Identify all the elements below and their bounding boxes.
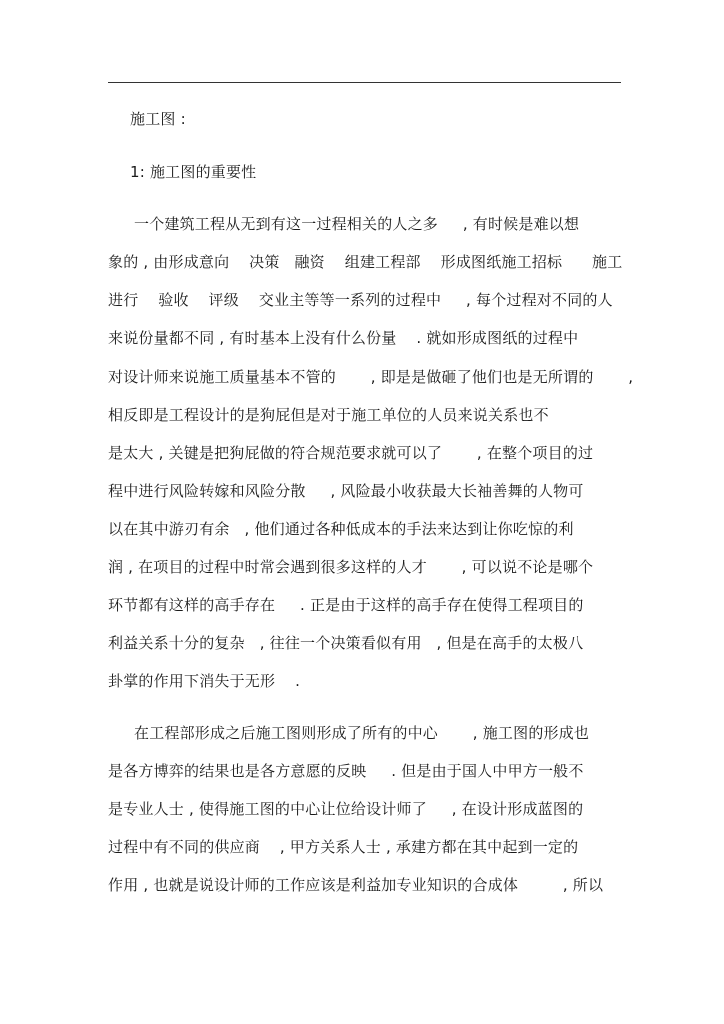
- paragraph2-line: 过程中有不同的供应商 , 甲方关系人士 , 承建方都在其中起到一定的: [108, 838, 579, 856]
- paragraph2-line: 在工程部形成之后施工图则形成了所有的中心 , 施工图的形成也: [134, 724, 590, 742]
- paragraph1-line: 程中进行风险转嫁和风险分散 , 风险最小收获最大长袖善舞的人物可: [108, 482, 584, 500]
- paragraph2-line: 是专业人士 , 使得施工图的中心让位给设计师了 , 在设计形成蓝图的: [108, 800, 584, 818]
- paragraph1-line: 相反即是工程设计的是狗屁但是对于施工单位的人员来说关系也不: [108, 406, 549, 424]
- paragraph2-line: 作用 , 也就是说设计师的工作应该是利益加专业知识的合成体 , 所以: [108, 876, 604, 894]
- paragraph1-line: 一个建筑工程从无到有这一过程相关的人之多 , 有时候是难以想: [134, 215, 580, 233]
- paragraph2-line: 是各方博弈的结果也是各方意愿的反映 . 但是由于国人中甲方一般不: [108, 762, 584, 780]
- paragraph1-line: 是太大 , 关键是把狗屁做的符合规范要求就可以了 , 在整个项目的过: [108, 444, 594, 462]
- section-heading: 施工图 :: [130, 110, 186, 128]
- paragraph1-line: 以在其中游刃有余 , 他们通过各种低成本的手法来达到让你吃惊的利: [108, 520, 574, 538]
- header-rule: [108, 82, 621, 83]
- paragraph1-line: 利益关系十分的复杂 , 往往一个决策看似有用 , 但是在高手的太极八: [108, 634, 584, 652]
- paragraph1-line: 进行 验收 评级 交业主等等一系列的过程中 , 每个过程对不同的人: [108, 291, 613, 309]
- paragraph1-line: 象的 , 由形成意向 决策 融资 组建工程部 形成图纸施工招标 施工: [108, 253, 623, 271]
- paragraph1-line: 对设计师来说施工质量基本不管的 , 即是是做砸了他们也是无所谓的 ,: [108, 368, 634, 386]
- paragraph1-line: 来说份量都不同 , 有时基本上没有什么份量 . 就如形成图纸的过程中: [108, 329, 579, 347]
- paragraph1-line: 润 , 在项目的过程中时常会遇到很多这样的人才 , 可以说不论是哪个: [108, 558, 594, 576]
- paragraph1-line: 环节都有这样的高手存在 . 正是由于这样的高手存在使得工程项目的: [108, 596, 584, 614]
- paragraph1-line: 卦掌的作用下消失于无形 .: [108, 672, 301, 690]
- subsection-heading: 1: 施工图的重要性: [130, 163, 257, 181]
